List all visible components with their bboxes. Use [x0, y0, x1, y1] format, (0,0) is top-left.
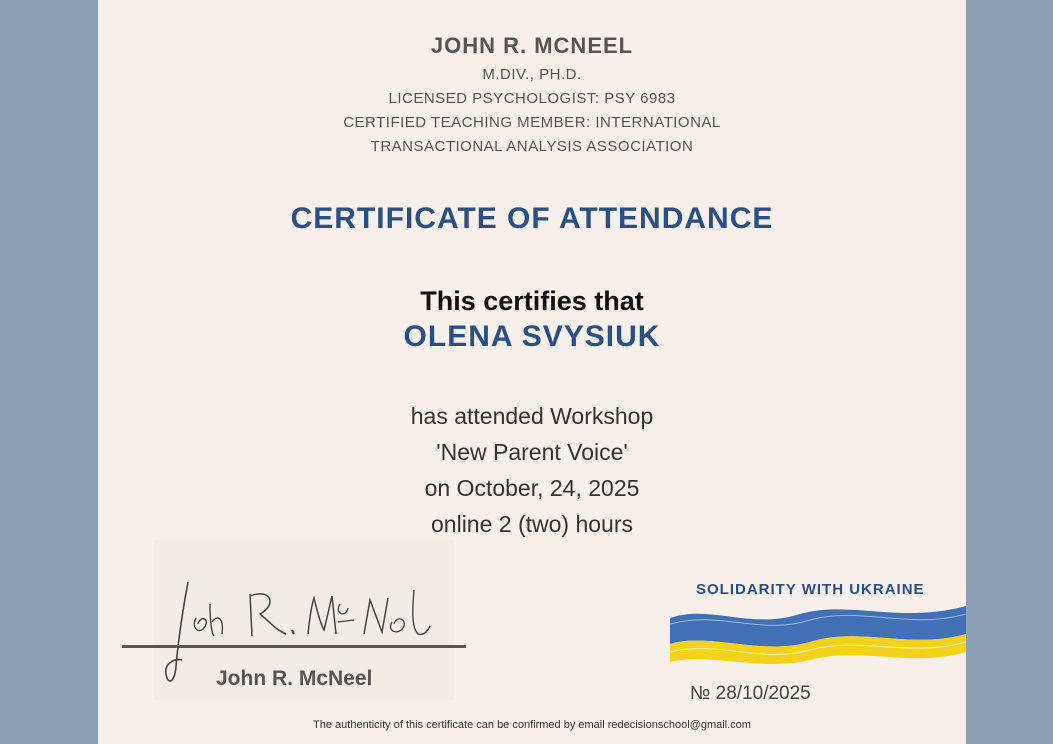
issuer-degrees: M.DIV., PH.D.	[482, 66, 582, 83]
signatory-name: John R. McNeel	[216, 667, 373, 690]
recipient-name: OLENA SVYSIUK	[403, 320, 661, 353]
issuer-membership-line1: CERTIFIED TEACHING MEMBER: INTERNATIONAL	[343, 114, 721, 131]
solidarity-title: SOLIDARITY WITH UKRAINE	[696, 581, 925, 598]
workshop-date: on October, 24, 2025	[424, 475, 640, 501]
certificate-sheet	[98, 0, 966, 744]
authenticity-note: The authenticity of this certificate can be confirmed by email redecisionschool@gmail.com	[313, 719, 751, 731]
ukraine-flag-wave-icon	[670, 600, 966, 672]
issuer-name: JOHN R. MCNEEL	[430, 33, 634, 58]
certificate-number: № 28/10/2025	[690, 683, 811, 704]
issuer-license: LICENSED PSYCHOLOGIST: PSY 6983	[388, 90, 676, 107]
workshop-duration: online 2 (two) hours	[431, 511, 633, 537]
attendance-line: has attended Workshop	[410, 403, 654, 429]
issuer-membership-line2: TRANSACTIONAL ANALYSIS ASSOCIATION	[370, 138, 694, 155]
certificate-title: CERTIFICATE OF ATTENDANCE	[290, 202, 774, 235]
workshop-title: 'New Parent Voice'	[436, 439, 628, 465]
certifies-text: This certifies that	[420, 286, 644, 316]
signature-line	[122, 645, 466, 648]
